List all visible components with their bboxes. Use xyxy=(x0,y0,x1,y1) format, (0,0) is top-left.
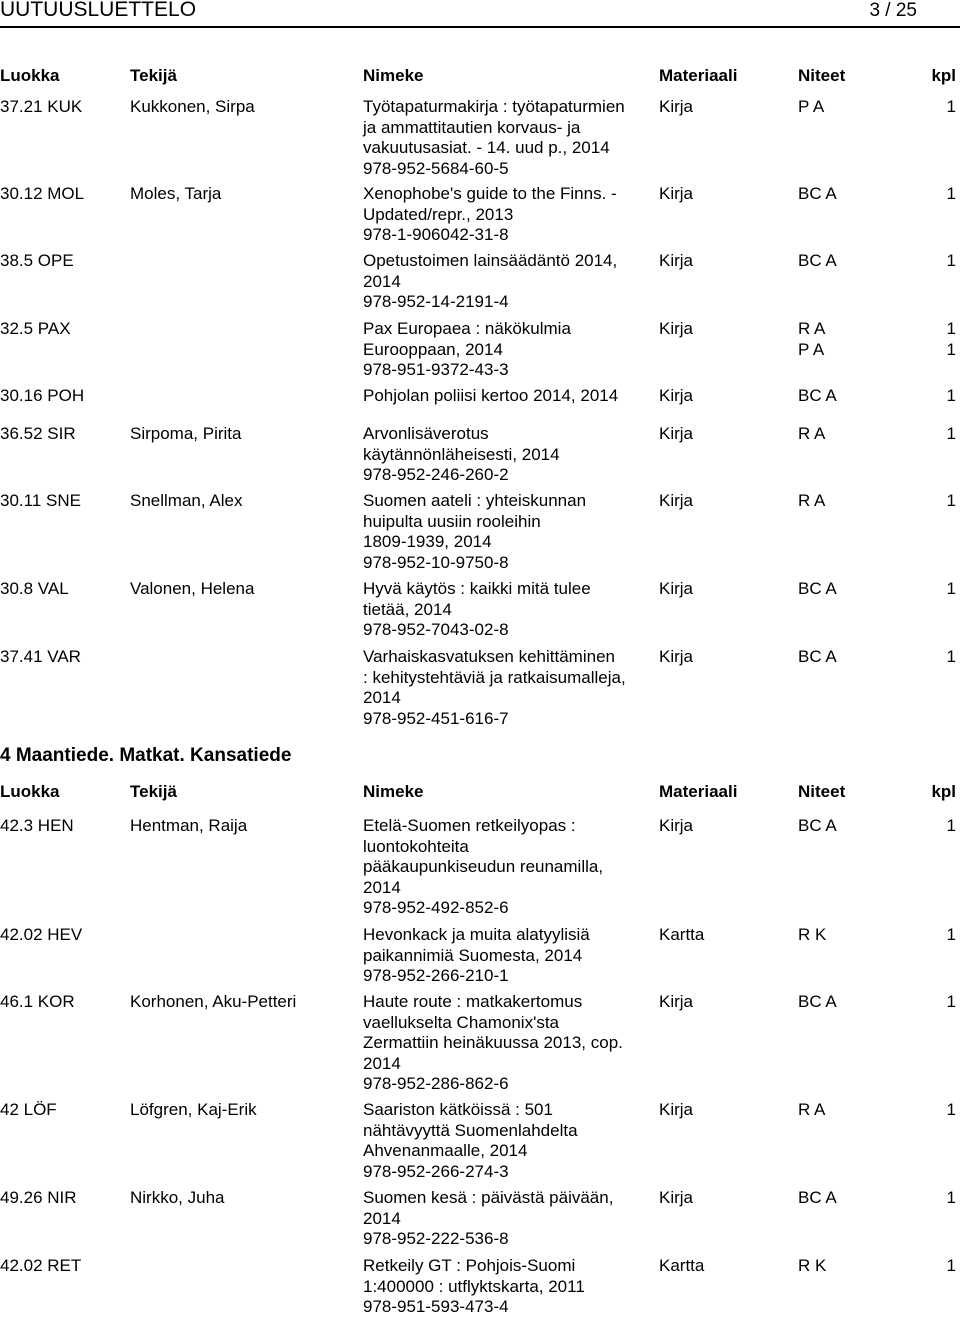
materiaali-text: Kirja xyxy=(659,1188,694,1207)
cell-luokka xyxy=(0,1100,57,1121)
cell-niteet xyxy=(798,925,826,946)
nimeke-line: 978-952-7043-02-8 xyxy=(363,620,509,639)
niteet-text: P A xyxy=(798,339,825,359)
cell-nimeke xyxy=(363,386,618,407)
cell-kpl xyxy=(947,491,956,512)
niteet-text: BC A xyxy=(798,1188,837,1207)
cell-niteet xyxy=(798,97,824,118)
kpl-text: 1 xyxy=(946,1100,956,1119)
kpl-text: 1 xyxy=(946,1188,956,1207)
cell-luokka xyxy=(0,319,71,340)
nimeke-line: 2014 xyxy=(363,1053,401,1073)
cell-niteet xyxy=(798,579,837,600)
cell-luokka xyxy=(0,491,81,512)
nimeke-line: vakuutusasiat. - 14. uud p., 2014 xyxy=(363,138,610,157)
section-title: 4 Maantiede. Matkat. Kansatiede xyxy=(0,745,292,766)
nimeke-line: Xenophobe's guide to the Finns. - xyxy=(363,184,617,203)
column-header-row xyxy=(0,66,960,90)
nimeke-line: Opetustoimen lainsäädäntö 2014, xyxy=(363,251,618,270)
nimeke-line: 978-952-266-274-3 xyxy=(363,1161,509,1181)
materiaali-text: Kirja xyxy=(659,491,694,510)
materiaali-text: Kirja xyxy=(659,386,694,405)
luokka-text: 30.8 VAL xyxy=(0,579,69,598)
niteet-text: P A xyxy=(798,97,825,116)
niteet-text: BC A xyxy=(798,184,837,203)
nimeke-line: 978-952-14-2191-4 xyxy=(363,292,509,311)
materiaali-text: Kirja xyxy=(659,251,694,270)
kpl-text: 1 xyxy=(946,319,956,338)
nimeke-line: 978-952-222-536-8 xyxy=(363,1229,509,1248)
materiaali-text: Kirja xyxy=(659,816,694,835)
kpl-text: 1 xyxy=(946,424,956,443)
header-materiaali: Materiaali xyxy=(659,66,738,85)
niteet-text: R A xyxy=(798,1100,826,1119)
cell-nimeke xyxy=(363,1100,578,1182)
niteet-text: R K xyxy=(798,1256,827,1275)
cell-kpl xyxy=(947,816,956,837)
tekija-text: Hentman, Raija xyxy=(130,816,248,835)
cell-luokka xyxy=(0,386,84,407)
cell-nimeke xyxy=(363,251,617,313)
header-kpl: kpl xyxy=(931,66,956,85)
luokka-text: 42.02 RET xyxy=(0,1256,82,1275)
cell-luokka xyxy=(0,1188,77,1209)
cell-materiaali xyxy=(659,491,693,512)
nimeke-line: Suomen aateli : yhteiskunnan xyxy=(363,491,587,510)
cell-materiaali xyxy=(659,251,693,272)
cell-niteet xyxy=(798,386,837,407)
luokka-text: 37.41 VAR xyxy=(0,647,81,666)
cell-nimeke xyxy=(363,319,571,381)
cell-materiaali xyxy=(659,184,693,205)
luokka-text: 30.12 MOL xyxy=(0,184,85,203)
cell-materiaali xyxy=(659,319,693,340)
kpl-text: 1 xyxy=(946,184,956,203)
nimeke-line: tietää, 2014 xyxy=(363,599,452,619)
nimeke-line: Updated/repr., 2013 xyxy=(363,204,514,224)
document-title: UUTUUSLUETTELO xyxy=(0,0,197,21)
cell-niteet xyxy=(798,992,837,1013)
nimeke-line: 978-1-906042-31-8 xyxy=(363,225,509,244)
materiaali-text: Kirja xyxy=(659,184,694,203)
cell-kpl xyxy=(947,1188,956,1209)
nimeke-line: 978-951-9372-43-3 xyxy=(363,360,509,379)
column-header-row xyxy=(0,782,960,806)
cell-niteet xyxy=(798,424,825,445)
materiaali-text: Kirja xyxy=(659,424,694,443)
materiaali-text: Kirja xyxy=(659,992,694,1011)
header-rule xyxy=(0,26,960,28)
nimeke-line: 1:400000 : utflyktskarta, 2011 xyxy=(363,1276,585,1296)
nimeke-line: Pohjolan poliisi kertoo 2014, 2014 xyxy=(363,386,619,405)
kpl-text: 1 xyxy=(946,1256,956,1275)
header-materiaali: Materiaali xyxy=(659,782,738,801)
nimeke-line: Eurooppaan, 2014 xyxy=(363,339,503,359)
nimeke-line: vaellukselta Chamonix'sta xyxy=(363,1012,560,1032)
tekija-text: Sirpoma, Pirita xyxy=(130,424,242,443)
cell-materiaali xyxy=(659,579,693,600)
cell-luokka xyxy=(0,424,76,445)
cell-luokka xyxy=(0,1256,81,1277)
tekija-text: Korhonen, Aku-Petteri xyxy=(130,992,297,1011)
nimeke-line: Hevonkack ja muita alatyylisiä xyxy=(363,925,590,944)
cell-nimeke xyxy=(363,491,586,573)
cell-luokka xyxy=(0,925,82,946)
cell-tekija xyxy=(130,97,255,118)
cell-niteet xyxy=(798,184,837,205)
nimeke-line: Pax Europaea : näkökulmia xyxy=(363,319,571,338)
cell-nimeke xyxy=(363,424,560,486)
cell-niteet xyxy=(798,319,825,360)
cell-materiaali xyxy=(659,424,693,445)
header-nimeke: Nimeke xyxy=(363,782,424,801)
cell-tekija xyxy=(130,816,247,837)
cell-nimeke xyxy=(363,816,603,919)
cell-nimeke xyxy=(363,1256,585,1318)
niteet-text: BC A xyxy=(798,816,837,835)
nimeke-line: käytännönläheisesti, 2014 xyxy=(363,444,560,464)
nimeke-line: Haute route : matkakertomus xyxy=(363,992,583,1011)
cell-nimeke xyxy=(363,579,591,641)
cell-luokka xyxy=(0,579,69,600)
header-tekija: Tekijä xyxy=(130,66,177,85)
nimeke-line: Saariston kätköissä : 501 xyxy=(363,1100,553,1119)
cell-materiaali xyxy=(659,1100,693,1121)
kpl-text: 1 xyxy=(946,579,956,598)
niteet-text: BC A xyxy=(798,386,837,405)
nimeke-line: 978-952-451-616-7 xyxy=(363,708,509,728)
nimeke-line: 2014 xyxy=(363,1208,401,1228)
luokka-text: 42.02 HEV xyxy=(0,925,83,944)
luokka-text: 42.3 HEN xyxy=(0,816,74,835)
luokka-text: 30.11 SNE xyxy=(0,491,81,510)
nimeke-line: Etelä-Suomen retkeilyopas : xyxy=(363,816,576,835)
kpl-text: 1 xyxy=(946,491,956,510)
niteet-text: BC A xyxy=(798,579,837,598)
cell-nimeke xyxy=(363,1188,613,1250)
cell-materiaali xyxy=(659,97,693,118)
page-header xyxy=(0,0,960,36)
cell-materiaali xyxy=(659,925,704,946)
cell-kpl xyxy=(947,386,956,407)
header-nimeke: Nimeke xyxy=(363,66,424,85)
nimeke-line: pääkaupunkiseudun reunamilla, xyxy=(363,857,604,876)
cell-nimeke xyxy=(363,992,623,1095)
cell-kpl xyxy=(947,424,956,445)
cell-niteet xyxy=(798,816,837,837)
cell-nimeke xyxy=(363,647,626,729)
cell-tekija xyxy=(130,992,296,1013)
kpl-text: 1 xyxy=(946,647,956,666)
nimeke-line: 2014 xyxy=(363,688,401,707)
cell-tekija xyxy=(130,579,254,600)
kpl-text: 1 xyxy=(946,339,956,359)
cell-tekija xyxy=(130,424,241,445)
cell-niteet xyxy=(798,251,837,272)
cell-luokka xyxy=(0,184,84,205)
nimeke-line: 978-952-5684-60-5 xyxy=(363,158,509,178)
cell-materiaali xyxy=(659,1188,693,1209)
tekija-text: Moles, Tarja xyxy=(130,184,222,203)
header-niteet: Niteet xyxy=(798,782,846,801)
luokka-text: 38.5 OPE xyxy=(0,251,74,270)
tekija-text: Valonen, Helena xyxy=(130,579,255,598)
tekija-text: Snellman, Alex xyxy=(130,491,243,510)
materiaali-text: Kirja xyxy=(659,97,694,116)
cell-kpl xyxy=(947,251,956,272)
cell-niteet xyxy=(798,647,837,668)
nimeke-line: Hyvä käytös : kaikki mitä tulee xyxy=(363,579,591,598)
niteet-text: R A xyxy=(798,319,826,338)
cell-tekija xyxy=(130,184,221,205)
cell-niteet xyxy=(798,491,825,512)
cell-tekija xyxy=(130,491,242,512)
nimeke-line: 978-952-10-9750-8 xyxy=(363,552,509,572)
cell-materiaali xyxy=(659,647,693,668)
nimeke-line: 978-952-492-852-6 xyxy=(363,898,509,917)
cell-kpl xyxy=(947,184,956,205)
tekija-text: Löfgren, Kaj-Erik xyxy=(130,1100,257,1119)
nimeke-line: nähtävyyttä Suomenlahdelta xyxy=(363,1120,578,1140)
nimeke-line: 2014 xyxy=(363,271,401,291)
cell-kpl xyxy=(947,647,956,668)
nimeke-line: luontokohteita xyxy=(363,836,469,856)
kpl-text: 1 xyxy=(946,925,956,944)
nimeke-line: 1809-1939, 2014 xyxy=(363,532,492,551)
kpl-text: 1 xyxy=(946,992,956,1011)
cell-materiaali xyxy=(659,816,693,837)
header-luokka: Luokka xyxy=(0,782,60,801)
nimeke-line: : kehitystehtäviä ja ratkaisumalleja, xyxy=(363,667,626,687)
header-luokka: Luokka xyxy=(0,66,60,85)
materiaali-text: Kirja xyxy=(659,319,694,338)
cell-kpl xyxy=(947,992,956,1013)
niteet-text: BC A xyxy=(798,992,837,1011)
cell-materiaali xyxy=(659,992,693,1013)
luokka-text: 36.52 SIR xyxy=(0,424,76,443)
nimeke-line: huipulta uusiin rooleihin xyxy=(363,511,541,531)
tekija-text: Nirkko, Juha xyxy=(130,1188,225,1207)
nimeke-line: 978-952-246-260-2 xyxy=(363,465,509,484)
cell-kpl xyxy=(947,925,956,946)
luokka-text: 37.21 KUK xyxy=(0,97,83,116)
luokka-text: 46.1 KOR xyxy=(0,992,75,1011)
nimeke-line: 978-952-286-862-6 xyxy=(363,1074,509,1093)
nimeke-line: paikannimiä Suomesta, 2014 xyxy=(363,945,583,965)
cell-luokka xyxy=(0,992,75,1013)
tekija-text: Kukkonen, Sirpa xyxy=(130,97,255,116)
cell-nimeke xyxy=(363,925,590,987)
nimeke-line: Ahvenanmaalle, 2014 xyxy=(363,1141,528,1160)
cell-materiaali xyxy=(659,1256,704,1277)
cell-niteet xyxy=(798,1188,837,1209)
cell-niteet xyxy=(798,1100,825,1121)
header-niteet: Niteet xyxy=(798,66,846,85)
nimeke-line: Työtapaturmakirja : työtapaturmien xyxy=(363,97,625,116)
niteet-text: R A xyxy=(798,491,826,510)
cell-nimeke xyxy=(363,184,617,246)
cell-kpl xyxy=(947,1100,956,1121)
nimeke-line: Arvonlisäverotus xyxy=(363,424,489,443)
materiaali-text: Kirja xyxy=(659,579,694,598)
cell-luokka xyxy=(0,816,74,837)
nimeke-line: 978-951-593-473-4 xyxy=(363,1297,509,1316)
cell-luokka xyxy=(0,97,82,118)
cell-kpl xyxy=(947,97,956,118)
cell-luokka xyxy=(0,251,74,272)
kpl-text: 1 xyxy=(946,251,956,270)
nimeke-line: 2014 xyxy=(363,877,401,897)
materiaali-text: Kartta xyxy=(659,1256,705,1275)
luokka-text: 32.5 PAX xyxy=(0,319,71,338)
luokka-text: 42 LÖF xyxy=(0,1100,57,1119)
niteet-text: BC A xyxy=(798,647,837,666)
nimeke-line: ja ammattitautien korvaus- ja xyxy=(363,117,581,137)
materiaali-text: Kartta xyxy=(659,925,705,944)
cell-tekija xyxy=(130,1100,257,1121)
cell-niteet xyxy=(798,1256,826,1277)
cell-luokka xyxy=(0,647,81,668)
kpl-text: 1 xyxy=(946,386,956,405)
kpl-text: 1 xyxy=(946,816,956,835)
materiaali-text: Kirja xyxy=(659,1100,694,1119)
cell-nimeke xyxy=(363,97,625,179)
cell-kpl xyxy=(947,1256,956,1277)
cell-kpl xyxy=(947,579,956,600)
materiaali-text: Kirja xyxy=(659,647,694,666)
cell-kpl xyxy=(947,319,956,360)
header-tekija: Tekijä xyxy=(130,782,177,801)
cell-materiaali xyxy=(659,386,693,407)
nimeke-line: 978-952-266-210-1 xyxy=(363,966,509,985)
cell-tekija xyxy=(130,1188,224,1209)
nimeke-line: Zermattiin heinäkuussa 2013, cop. xyxy=(363,1033,623,1052)
niteet-text: R K xyxy=(798,925,827,944)
nimeke-line: Suomen kesä : päivästä päivään, xyxy=(363,1188,614,1207)
luokka-text: 49.26 NIR xyxy=(0,1188,77,1207)
nimeke-line: Varhaiskasvatuksen kehittäminen xyxy=(363,647,615,666)
header-kpl: kpl xyxy=(931,782,956,801)
luokka-text: 30.16 POH xyxy=(0,386,85,405)
nimeke-line: Retkeily GT : Pohjois-Suomi xyxy=(363,1256,576,1275)
niteet-text: BC A xyxy=(798,251,837,270)
page-number: 3 / 25 xyxy=(869,0,917,21)
kpl-text: 1 xyxy=(946,97,956,116)
niteet-text: R A xyxy=(798,424,826,443)
